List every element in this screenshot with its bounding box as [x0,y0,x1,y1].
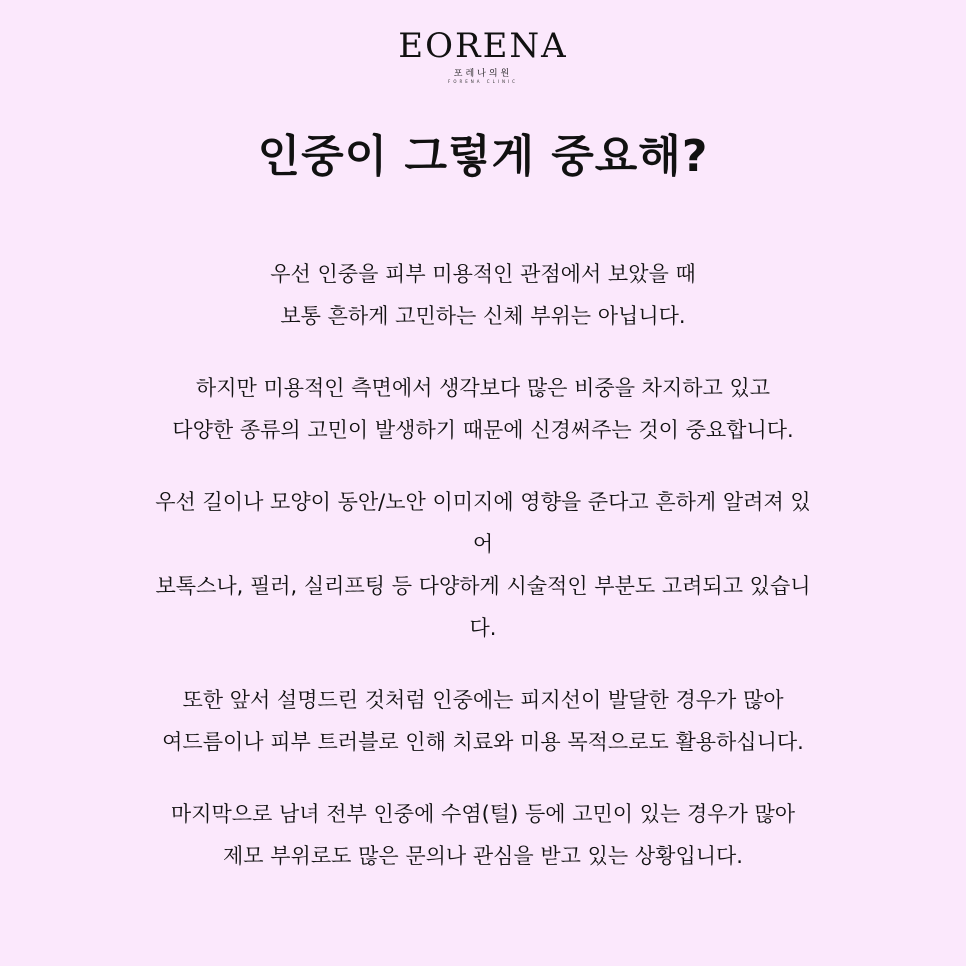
clinic-logo [0,28,966,84]
text-line: 다양한 종류의 고민이 발생하기 때문에 신경써주는 것이 중요합니다. [172,418,794,442]
text-line: 어 [472,532,494,556]
article-body [100,253,866,907]
paragraph [100,679,866,763]
text-line: 하지만 미용적인 측면에서 생각보다 많은 비중을 차지하고 있고 [195,376,771,400]
logo-korean: 포레나의원 [453,69,513,79]
text-line: 보통 흔하게 고민하는 신체 부위는 아닙니다. [280,304,686,328]
paragraph [100,367,866,451]
logo-tagline: FORENA CLINIC [448,79,518,84]
page-title: 인중이 그렇게 중요해? [257,131,709,182]
paragraph [100,793,866,877]
text-line: 제모 부위로도 많은 문의나 관심을 받고 있는 상황입니다. [223,844,743,868]
text-line: 다. [469,616,497,640]
text-line: 또한 앞서 설명드린 것처럼 인중에는 피지선이 발달한 경우가 많아 [182,688,784,712]
text-line: 보톡스나, 필러, 실리프팅 등 다양하게 시술적인 부분도 고려되고 있습니 [155,574,811,598]
paragraph [100,481,866,649]
logo-wordmark: EORENA [398,26,568,66]
text-line: 우선 인중을 피부 미용적인 관점에서 보았을 때 [270,262,696,286]
text-line: 우선 길이나 모양이 동안/노안 이미지에 영향을 준다고 흔하게 알려져 있 [155,490,811,514]
paragraph [100,253,866,337]
text-line: 마지막으로 남녀 전부 인중에 수염(털) 등에 고민이 있는 경우가 많아 [170,802,796,826]
text-line: 여드름이나 피부 트러블로 인해 치료와 미용 목적으로도 활용하십니다. [162,730,804,754]
